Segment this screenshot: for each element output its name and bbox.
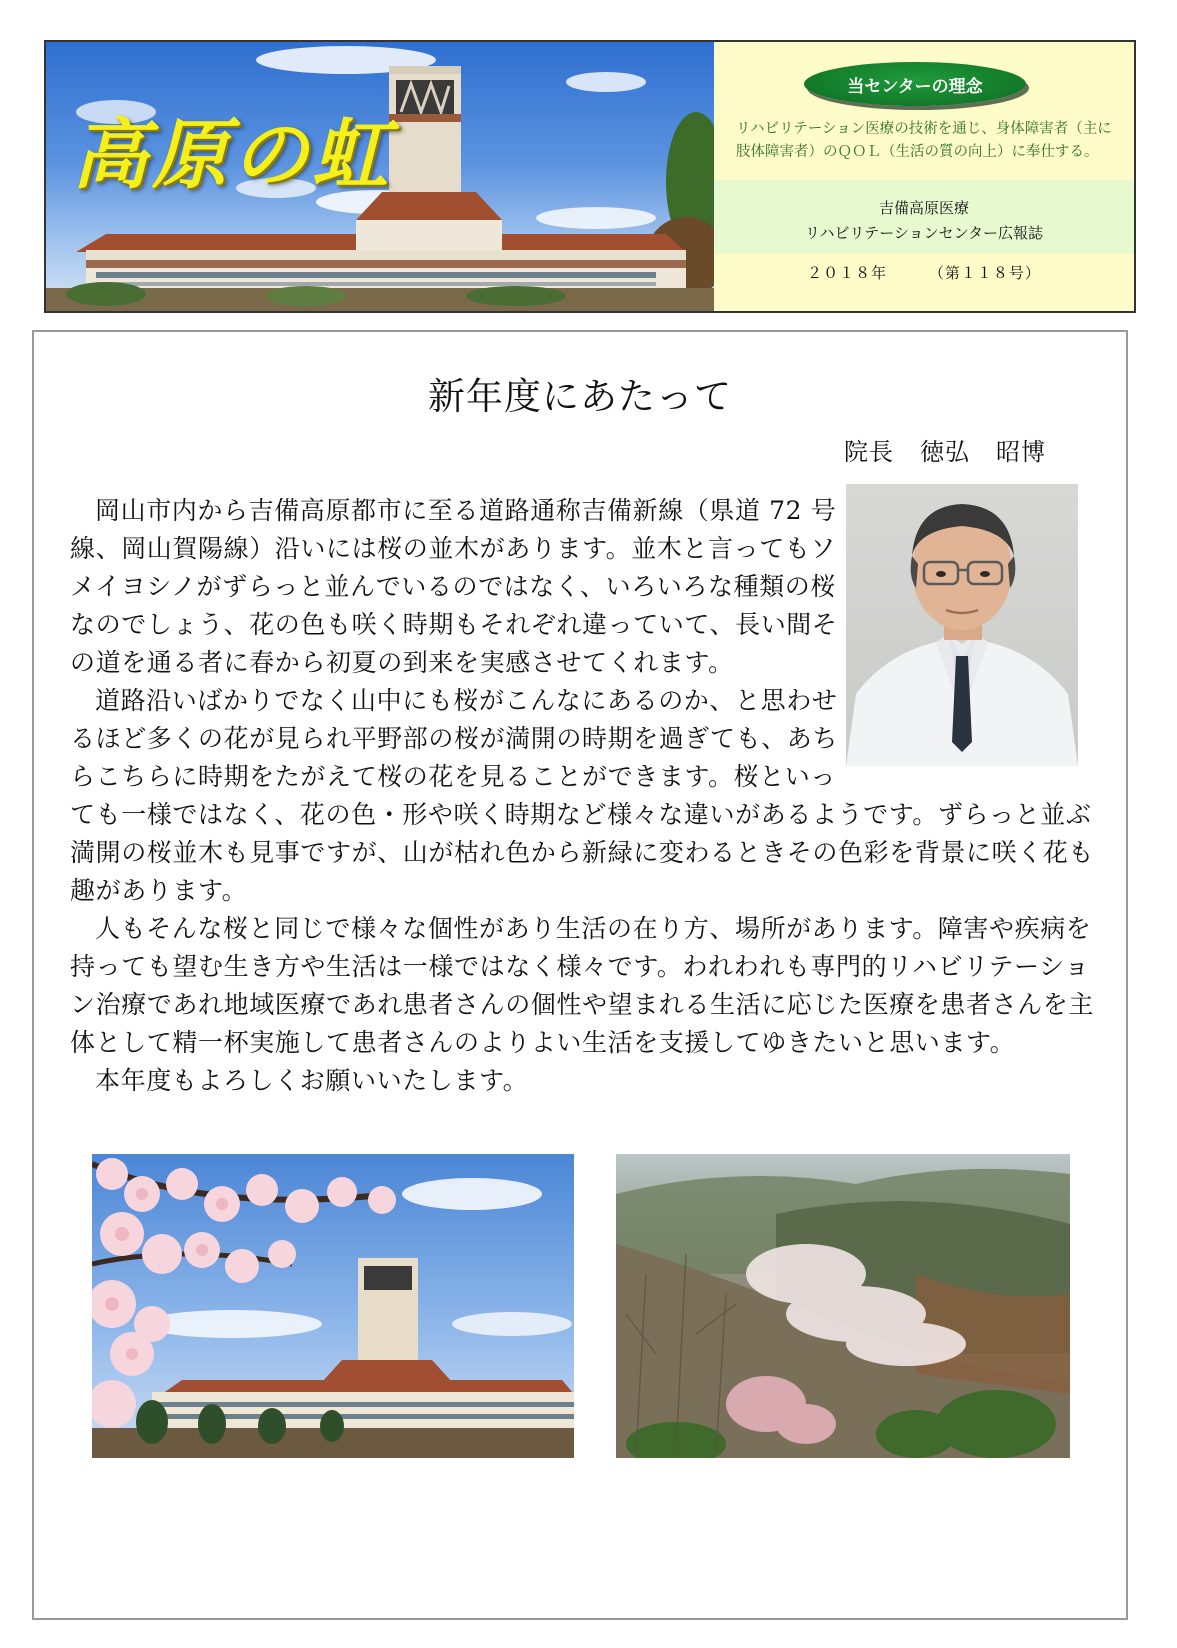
hospital-building-photo xyxy=(46,42,714,311)
publisher-line-1: 吉備高原医療 xyxy=(878,199,969,217)
article-title: 新年度にあたって xyxy=(428,375,732,418)
issue-info xyxy=(714,262,1134,283)
mountain-cherry-blossom-photo xyxy=(616,1154,1070,1458)
issue-number: （第１１８号） xyxy=(928,264,1041,282)
paragraph-3: 人もそんな桜と同じで様々な個性があり生活の在り方、場所があります。障害や疾病を持っても望む生き方や生活は一様ではなく様々です。われわれも専門的リハビリテーション治療であれ地域医療であれ患者さんの個性や望まれる生活に応じた医療を患者さんを主体として精一杯実施して患者さんのよりよい生活を支援してゆきたいと思います。 xyxy=(70,914,1095,1057)
paragraph-2: 道路沿いばかりでなく山中にも桜がこんなにあるのか、と思わせるほど多くの花が見られ平野部の桜が満開の時期を過ぎても、あちらこちらに時期をたがえて桜の花を見ることができます。桜といっても一様ではなく、花の色・形や咲く時期など様々な違いがあるようです。ずらっと並ぶ満開の桜並木も見事ですが、山が枯れ色から新緑に変わるときその色彩を背景に咲く花も趣があります。 xyxy=(70,686,1095,905)
cherry-blossom-building-illustration xyxy=(92,1154,574,1458)
issue-year: ２０１８年 xyxy=(807,264,888,282)
portrait-spacer xyxy=(844,492,1100,776)
philosophy-badge: 当センターの理念 xyxy=(804,62,1026,106)
cherry-blossom-building-photo xyxy=(92,1154,574,1458)
article-box xyxy=(32,330,1128,1620)
author-role: 院長 xyxy=(844,438,894,466)
masthead-info-panel xyxy=(714,42,1134,311)
philosophy-text: リハビリテーション医療の技術を通じ、身体障害者（主に肢体障害者）のＱＯＬ（生活の質の向上）に奉仕する。 xyxy=(736,121,1112,160)
author-given-name: 昭博 xyxy=(996,438,1046,466)
newsletter-title: 高原の虹 xyxy=(72,110,392,199)
publisher-block xyxy=(714,180,1134,254)
paragraph-1: 岡山市内から吉備高原都市に至る道路通称吉備新線（県道 72 号線、岡山賀陽線）沿いには桜の並木があります。並木と言ってもソメイヨシノがずらっと並んでいるのではなく、いろいろな種類の桜なのでしょう、花の色も咲く時期もそれぞれ違っていて、長い間その道を通る者に春から初夏の到来を実感させてくれます。 xyxy=(70,496,838,677)
article-body xyxy=(70,492,1100,1100)
author-family-name: 徳弘 xyxy=(920,438,970,466)
masthead xyxy=(44,40,1136,313)
article-author xyxy=(818,432,1046,467)
mountain-cherry-blossom-illustration xyxy=(616,1154,1070,1458)
paragraph-4: 本年度もよろしくお願いいたします。 xyxy=(95,1066,529,1095)
publisher-line-2: リハビリテーションセンター広報誌 xyxy=(804,224,1044,242)
